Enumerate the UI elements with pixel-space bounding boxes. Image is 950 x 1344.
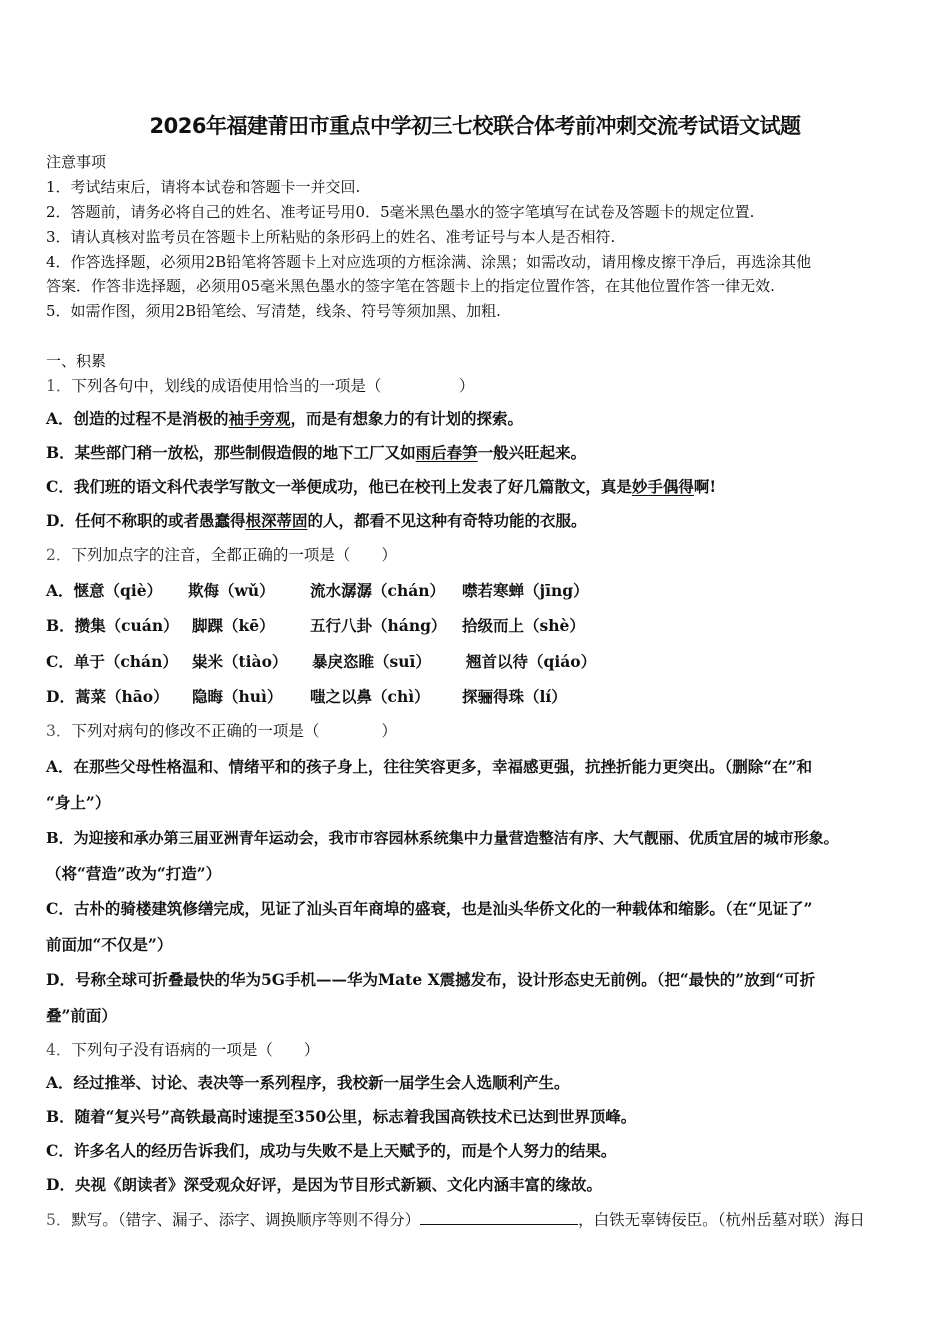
- notice-item: 4．作答选择题，必须用2B铅笔将答题卡上对应选项的方框涂满、涂黑；如需改动，请用橡皮擦干净后，再选涂其他: [46, 253, 812, 271]
- section-heading: 一、积累: [46, 352, 107, 370]
- question-2-stem: [46, 545, 397, 565]
- question-1-option-a: [46, 409, 523, 429]
- notice-item: 2．答题前，请务必将自己的姓名、准考证号用0．5毫米黑色墨水的签字笔填写在试卷及答题卡的规定位置.: [46, 203, 755, 221]
- question-1-option-b: [46, 443, 586, 463]
- notice-item: 5．如需作图，须用2B铅笔绘、写清楚，线条、符号等须加黑、加粗.: [46, 302, 501, 320]
- question-text: 下列对病句的修改不正确的一项是（ ）: [71, 722, 397, 740]
- underlined-idiom: 妙手偶得: [631, 477, 694, 496]
- question-number: 2．: [46, 546, 72, 564]
- question-3-option-c-cont: 前面加“不仅是”）: [46, 935, 173, 954]
- answer-blank[interactable]: [420, 1210, 578, 1225]
- pinyin-item: 嗤之以鼻（chì）: [310, 687, 430, 706]
- question-text: 下列各句中，划线的成语使用恰当的一项是（ ）: [71, 377, 475, 395]
- question-text: 下列句子没有语病的一项是（ ）: [71, 1041, 320, 1059]
- question-3-stem: [46, 721, 397, 741]
- question-4-stem: [46, 1040, 319, 1060]
- underlined-idiom: 根深蒂固: [245, 511, 308, 530]
- question-4-option-c: C．许多名人的经历告诉我们，成功与失败不是上天赋予的，而是个人努力的结果。: [46, 1141, 617, 1160]
- question-3-option-a-cont: “身上”）: [46, 793, 111, 812]
- pinyin-item: 噤若寒蝉（jīng）: [462, 581, 589, 600]
- option-text: 啊!: [693, 477, 717, 496]
- pinyin-item: B．攒集（cuán）: [46, 616, 179, 635]
- pinyin-item: 隐晦（huì）: [192, 687, 283, 706]
- underlined-idiom: 袖手旁观: [228, 409, 291, 428]
- question-3-option-b-cont: （将“营造”改为“打造”）: [46, 864, 222, 883]
- question-3-option-c: C．古朴的骑楼建筑修缮完成，见证了汕头百年商埠的盛衰，也是汕头华侨文化的一种载体和缩影。（在“见证了”: [46, 899, 813, 918]
- question-text: 下列加点字的注音，全都正确的一项是（ ）: [71, 546, 397, 564]
- pinyin-item: 翘首以待（qiáo）: [466, 652, 597, 671]
- pinyin-item: A．惬意（qiè）: [46, 581, 163, 600]
- pinyin-item: 脚踝（kē）: [192, 616, 275, 635]
- question-4-option-b: B．随着“复兴号”高铁最高时速提至350公里，标志着我国高铁技术已达到世界顶峰。: [46, 1107, 637, 1126]
- question-number: 3．: [46, 722, 72, 740]
- option-text: 的人，都看不见这种有奇特功能的衣服。: [307, 511, 587, 530]
- option-text: D．任何不称职的或者愚蠢得: [46, 511, 246, 530]
- question-number: 1．: [46, 377, 72, 395]
- question-number: 5．: [46, 1211, 72, 1229]
- notice-item: 3．请认真核对监考员在答题卡上所粘贴的条形码上的姓名、准考证号与本人是否相符.: [46, 228, 616, 246]
- pinyin-item: D．蒿菜（hāo）: [46, 687, 169, 706]
- question-5-stem: [46, 1210, 865, 1230]
- question-4-option-a: A．经过推举、讨论、表决等一系列程序，我校新一届学生会人选顺利产生。: [46, 1073, 570, 1092]
- question-1-option-d: [46, 511, 586, 531]
- question-text: ，白铁无辜铸佞臣。（杭州岳墓对联）海日: [578, 1211, 865, 1229]
- question-3-option-a: A．在那些父母性格温和、情绪平和的孩子身上，往往笑容更多，幸福感更强，抗挫折能力更突出。（删除“在”和: [46, 757, 813, 776]
- option-text: B．某些部门稍一放松，那些制假造假的地下工厂又如: [46, 443, 416, 462]
- option-text: 一般兴旺起来。: [477, 443, 587, 462]
- pinyin-item: C．单于（chán）: [46, 652, 178, 671]
- pinyin-item: 粜米（tiào）: [192, 652, 288, 671]
- pinyin-item: 探骊得珠（lí）: [462, 687, 567, 706]
- option-text: A．创造的过程不是消极的: [46, 409, 229, 428]
- notice-heading: 注意事项: [46, 153, 107, 171]
- pinyin-item: 拾级而上（shè）: [462, 616, 585, 635]
- notice-item: 答案．作答非选择题，必须用05毫米黑色墨水的签字笔在答题卡上的指定位置作答，在其他位置作答一律无效.: [46, 277, 775, 295]
- option-text: ，而是有想象力的有计划的探索。: [290, 409, 524, 428]
- question-3-option-d-cont: 叠”前面）: [46, 1006, 117, 1025]
- pinyin-item: 欺侮（wǔ）: [188, 581, 275, 600]
- underlined-idiom: 雨后春笋: [415, 443, 478, 462]
- question-4-option-d: D．央视《朗读者》深受观众好评，是因为节目形式新颖、文化内涵丰富的缘故。: [46, 1175, 602, 1194]
- question-1-option-c: [46, 477, 716, 497]
- page-title: 2026年福建莆田市重点中学初三七校联合体考前冲刺交流考试语文试题: [149, 114, 801, 138]
- notice-item: 1．考试结束后，请将本试卷和答题卡一并交回.: [46, 178, 361, 196]
- question-3-option-b: B．为迎接和承办第三届亚洲青年运动会，我市市容园林系统集中力量营造整洁有序、大气靓丽、优质宜居的城市形象。: [46, 829, 839, 847]
- pinyin-item: 流水潺潺（chán）: [310, 581, 446, 600]
- option-text: C．我们班的语文科代表学写散文一举便成功，他已在校刊上发表了好几篇散文，真是: [46, 477, 632, 496]
- pinyin-item: 五行八卦（háng）: [310, 616, 447, 635]
- question-text: 默写。（错字、漏子、添字、调换顺序等则不得分）: [71, 1211, 421, 1229]
- pinyin-item: 暴戾恣睢（suī）: [312, 652, 431, 671]
- question-number: 4．: [46, 1041, 72, 1059]
- question-3-option-d: D．号称全球可折叠最快的华为5G手机——华为Mate X震撼发布，设计形态史无前例。（把“最快的”放到“可折: [46, 970, 816, 989]
- question-1-stem: [46, 376, 474, 396]
